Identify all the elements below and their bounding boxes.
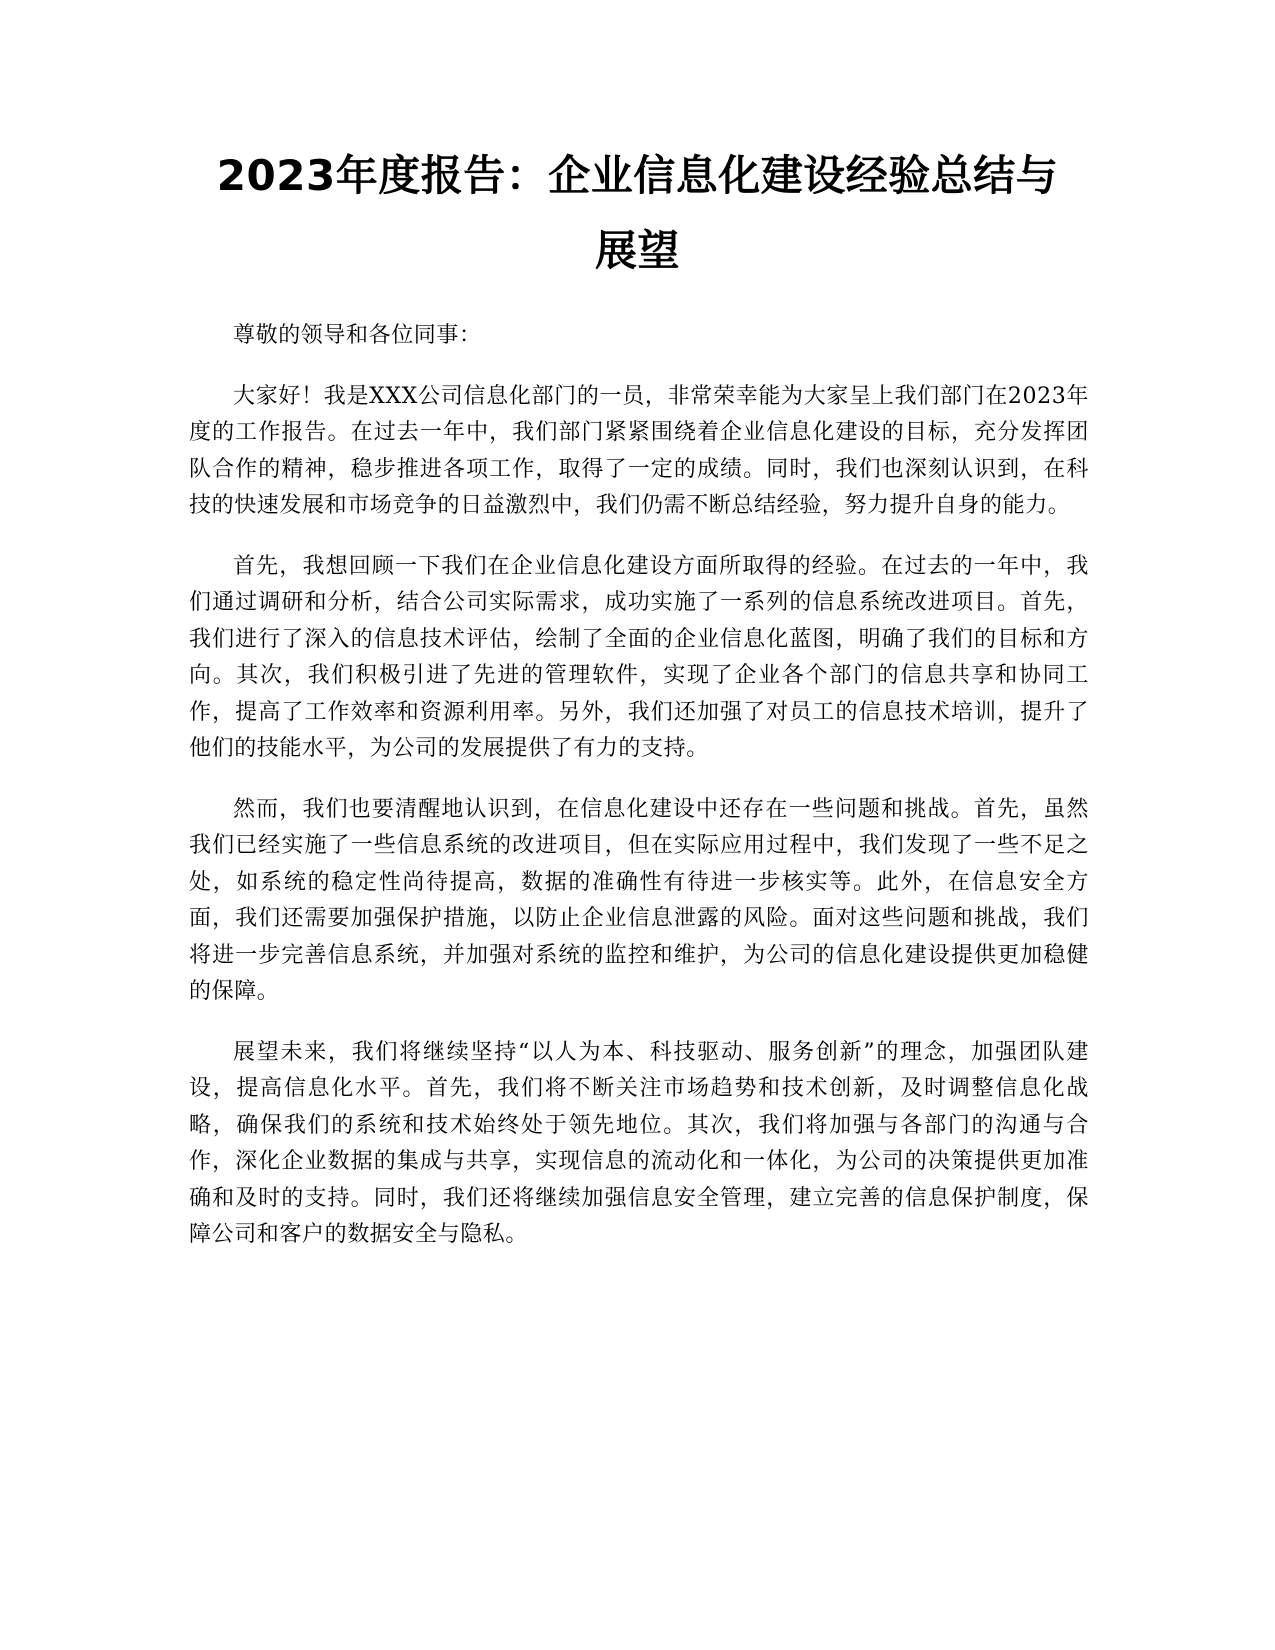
paragraph-challenges: 然而，我们也要清醒地认识到，在信息化建设中还存在一些问题和挑战。首先，虽然我们已经实施了一些信息系统的改进项目，但在实际应用过程中，我们发现了一些不足之处，如系统的稳定性尚待提高，数据的准确性有待进一步核实等。此外，在信息安全方面，我们还需要加强保护措施，以防止企业信息泄露的风险。面对这些问题和挑战，我们将进一步完善信息系统，并加强对系统的监控和维护，为公司的信息化建设提供更加稳健的保障。: [189, 796, 1089, 1004]
paragraph-experience: 首先，我想回顾一下我们在企业信息化建设方面所取得的经验。在过去的一年中，我们通过调研和分析，结合公司实际需求，成功实施了一系列的信息系统改进项目。首先，我们进行了深入的信息技术评估，绘制了全面的企业信息化蓝图，明确了我们的目标和方向。其次，我们积极引进了先进的管理软件，实现了企业各个部门的信息共享和协同工作，提高了工作效率和资源利用率。另外，我们还加强了对员工的信息技术培训，提升了他们的技能水平，为公司的发展提供了有力的支持。: [189, 553, 1089, 761]
document-body: [189, 318, 1089, 1278]
document-title: [170, 138, 1105, 288]
title-line-2: 展望: [594, 226, 680, 275]
title-line-1: 2023年度报告：企业信息化建设经验总结与: [216, 151, 1059, 200]
paragraph-outlook: 展望未来，我们将继续坚持“以人为本、科技驱动、服务创新”的理念，加强团队建设，提高信息化水平。首先，我们将不断关注市场趋势和技术创新，及时调整信息化战略，确保我们的系统和技术始终处于领先地位。其次，我们将加强与各部门的沟通与合作，深化企业数据的集成与共享，实现信息的流动化和一体化，为公司的决策提供更加准确和及时的支持。同时，我们还将继续加强信息安全管理，建立完善的信息保护制度，保障公司和客户的数据安全与隐私。: [189, 1039, 1089, 1247]
salutation: 尊敬的领导和各位同事：: [233, 323, 482, 348]
paragraph-intro: 大家好！我是XXX公司信息化部门的一员，非常荣幸能为大家呈上我们部门在2023年度的工作报告。在过去一年中，我们部门紧紧围绕着企业信息化建设的目标，充分发挥团队合作的精神，稳步推进各项工作，取得了一定的成绩。同时，我们也深刻认识到，在科技的快速发展和市场竞争的日益激烈中，我们仍需不断总结经验，努力提升自身的能力。: [189, 383, 1089, 518]
